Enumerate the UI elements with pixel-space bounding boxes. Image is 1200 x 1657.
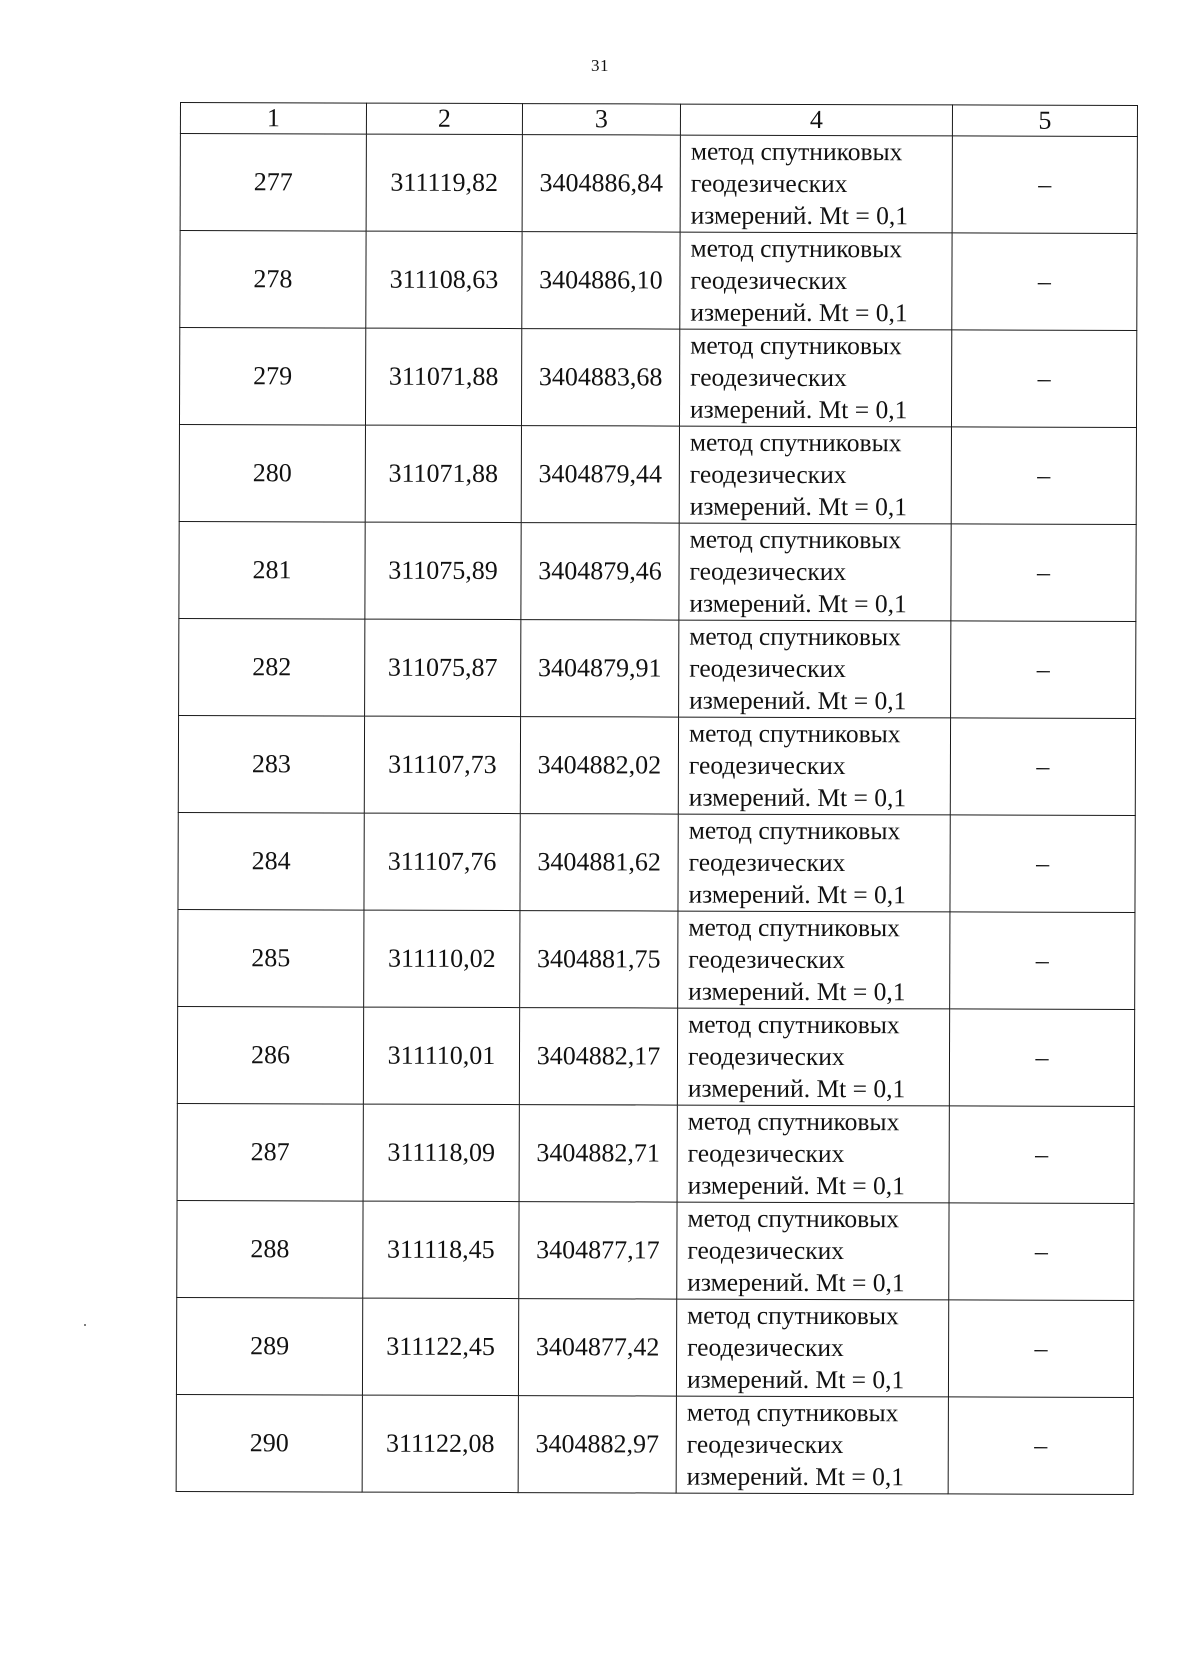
method-cell (679, 523, 951, 621)
y-coordinate-cell: 3404883,68 (521, 329, 679, 426)
description-cell: – (950, 815, 1135, 913)
method-cell (678, 911, 950, 1009)
y-coordinate-cell: 3404886,84 (522, 135, 680, 232)
method-line: метод спутниковых (688, 1009, 900, 1040)
y-coordinate-cell: 3404882,97 (518, 1396, 676, 1493)
method-line: метод спутниковых (686, 1397, 899, 1428)
header-col-2: 2 (366, 103, 522, 134)
x-coordinate-cell: 311110,01 (363, 1007, 519, 1104)
y-coordinate-cell: 3404882,17 (519, 1008, 677, 1105)
y-coordinate-cell: 3404881,75 (520, 911, 678, 1008)
description-cell: – (951, 427, 1136, 525)
table-row (178, 715, 1135, 815)
x-coordinate-cell: 311118,45 (363, 1201, 519, 1298)
point-number-cell: 286 (177, 1006, 363, 1104)
point-number-cell: 280 (179, 424, 365, 522)
x-coordinate-cell: 311122,08 (362, 1395, 518, 1492)
point-number-cell: 284 (178, 812, 364, 910)
x-coordinate-cell: 311119,82 (366, 134, 522, 231)
method-line: метод спутниковых (690, 233, 903, 264)
point-number-cell: 279 (179, 328, 365, 426)
method-line: геодезических (690, 265, 848, 296)
method-line: геодезических (686, 1429, 844, 1460)
method-line: измерений. Mt = 0,1 (690, 297, 908, 328)
point-number-cell: 283 (178, 715, 364, 813)
y-coordinate-cell: 3404886,10 (522, 232, 680, 329)
table-row (176, 1394, 1133, 1494)
description-cell: – (948, 1397, 1133, 1495)
method-line: метод спутниковых (687, 1203, 900, 1234)
method-cell (677, 1105, 949, 1203)
method-line: геодезических (687, 1235, 845, 1266)
header-row (180, 103, 1137, 137)
method-line: метод спутниковых (689, 621, 901, 652)
table-row (179, 328, 1136, 428)
method-line: измерений. Mt = 0,1 (687, 1170, 905, 1201)
header-col-5: 5 (952, 105, 1137, 137)
method-cell (680, 135, 952, 233)
method-cell (679, 620, 951, 718)
table-row (180, 134, 1137, 234)
header-col-1: 1 (180, 103, 366, 135)
description-cell: – (952, 136, 1137, 234)
method-line: метод спутниковых (690, 136, 903, 167)
description-cell: – (951, 524, 1136, 622)
description-cell: – (950, 912, 1135, 1010)
point-number-cell: 277 (180, 134, 366, 232)
method-line: измерений. Mt = 0,1 (690, 200, 909, 231)
method-line: геодезических (690, 168, 848, 199)
table-row (178, 909, 1135, 1009)
table-row (179, 618, 1136, 718)
method-cell (677, 1008, 949, 1106)
method-line: метод спутниковых (688, 815, 901, 846)
method-line: измерений. Mt = 0,1 (689, 685, 907, 716)
point-number-cell: 290 (176, 1394, 362, 1492)
x-coordinate-cell: 311118,09 (363, 1104, 519, 1201)
table-body (176, 134, 1137, 1495)
method-cell (679, 426, 951, 524)
method-line: измерений. Mt = 0,1 (689, 588, 907, 619)
description-cell: – (952, 233, 1137, 331)
table-row (179, 424, 1136, 524)
method-cell (676, 1299, 948, 1397)
table-header (180, 103, 1137, 137)
x-coordinate-cell: 311107,76 (364, 813, 520, 910)
method-line: метод спутниковых (690, 330, 902, 361)
method-line: измерений. Mt = 0,1 (689, 394, 908, 425)
method-line: измерений. Mt = 0,1 (688, 879, 906, 910)
scan-speck (84, 1324, 86, 1326)
table-row (180, 231, 1137, 331)
method-line: метод спутниковых (687, 1300, 899, 1331)
table-row (177, 1103, 1134, 1203)
point-number-cell: 285 (178, 909, 364, 1007)
method-line: измерений. Mt = 0,1 (686, 1364, 905, 1395)
y-coordinate-cell: 3404881,62 (520, 814, 678, 911)
description-cell: – (949, 1009, 1134, 1107)
method-line: метод спутниковых (688, 912, 901, 943)
x-coordinate-cell: 311071,88 (365, 328, 521, 425)
method-line: метод спутниковых (688, 718, 901, 749)
description-cell: – (950, 718, 1135, 816)
method-line: геодезических (690, 362, 847, 393)
point-number-cell: 287 (177, 1103, 363, 1201)
table-row (179, 521, 1136, 621)
method-cell (676, 1396, 948, 1494)
table-row (177, 1006, 1134, 1106)
y-coordinate-cell: 3404879,46 (521, 523, 679, 620)
point-number-cell: 289 (176, 1297, 362, 1395)
method-line: измерений. Mt = 0,1 (687, 1267, 905, 1298)
x-coordinate-cell: 311107,73 (364, 716, 520, 813)
method-line: геодезических (688, 750, 846, 781)
method-cell (677, 1202, 949, 1300)
y-coordinate-cell: 3404879,44 (521, 426, 679, 523)
point-number-cell: 281 (179, 521, 365, 619)
y-coordinate-cell: 3404877,17 (519, 1202, 677, 1299)
x-coordinate-cell: 311071,88 (365, 425, 521, 522)
method-line: метод спутниковых (687, 1106, 900, 1137)
x-coordinate-cell: 311108,63 (366, 231, 522, 328)
method-line: измерений. Mt = 0,1 (689, 491, 908, 522)
x-coordinate-cell: 311110,02 (364, 910, 520, 1007)
description-cell: – (951, 330, 1136, 428)
table-row (177, 1200, 1134, 1300)
header-col-4: 4 (680, 104, 952, 136)
point-number-cell: 282 (179, 618, 365, 716)
method-line: измерений. Mt = 0,1 (688, 782, 907, 813)
method-line: измерений. Mt = 0,1 (686, 1461, 905, 1492)
method-cell (679, 329, 951, 427)
x-coordinate-cell: 311122,45 (362, 1298, 518, 1395)
x-coordinate-cell: 311075,89 (365, 522, 521, 619)
table-row (176, 1297, 1133, 1397)
method-line: геодезических (687, 1138, 845, 1169)
method-line: геодезических (687, 1041, 845, 1072)
point-number-cell: 278 (180, 231, 366, 329)
method-line: измерений. Mt = 0,1 (687, 1073, 906, 1104)
method-cell (678, 717, 950, 815)
y-coordinate-cell: 3404882,71 (519, 1105, 677, 1202)
y-coordinate-cell: 3404882,02 (520, 717, 678, 814)
description-cell: – (949, 1106, 1134, 1204)
method-line: геодезических (688, 944, 846, 975)
table-row (178, 812, 1135, 912)
method-cell (678, 814, 950, 912)
method-line: геодезических (689, 556, 847, 587)
x-coordinate-cell: 311075,87 (365, 619, 521, 716)
method-line: геодезических (689, 459, 847, 490)
method-line: метод спутниковых (689, 427, 902, 458)
method-line: измерений. Mt = 0,1 (688, 976, 906, 1007)
description-cell: – (951, 621, 1136, 719)
y-coordinate-cell: 3404879,91 (521, 620, 679, 717)
method-line: геодезических (687, 1332, 844, 1363)
method-cell (680, 232, 952, 330)
method-line: геодезических (689, 653, 846, 684)
coordinates-table (176, 102, 1138, 1495)
y-coordinate-cell: 3404877,42 (518, 1299, 676, 1396)
point-number-cell: 288 (177, 1200, 363, 1298)
method-line: метод спутниковых (689, 524, 902, 555)
description-cell: – (948, 1300, 1133, 1398)
description-cell: – (949, 1203, 1134, 1301)
header-col-3: 3 (522, 104, 680, 135)
page-number: 31 (591, 56, 609, 75)
method-line: геодезических (688, 847, 846, 878)
